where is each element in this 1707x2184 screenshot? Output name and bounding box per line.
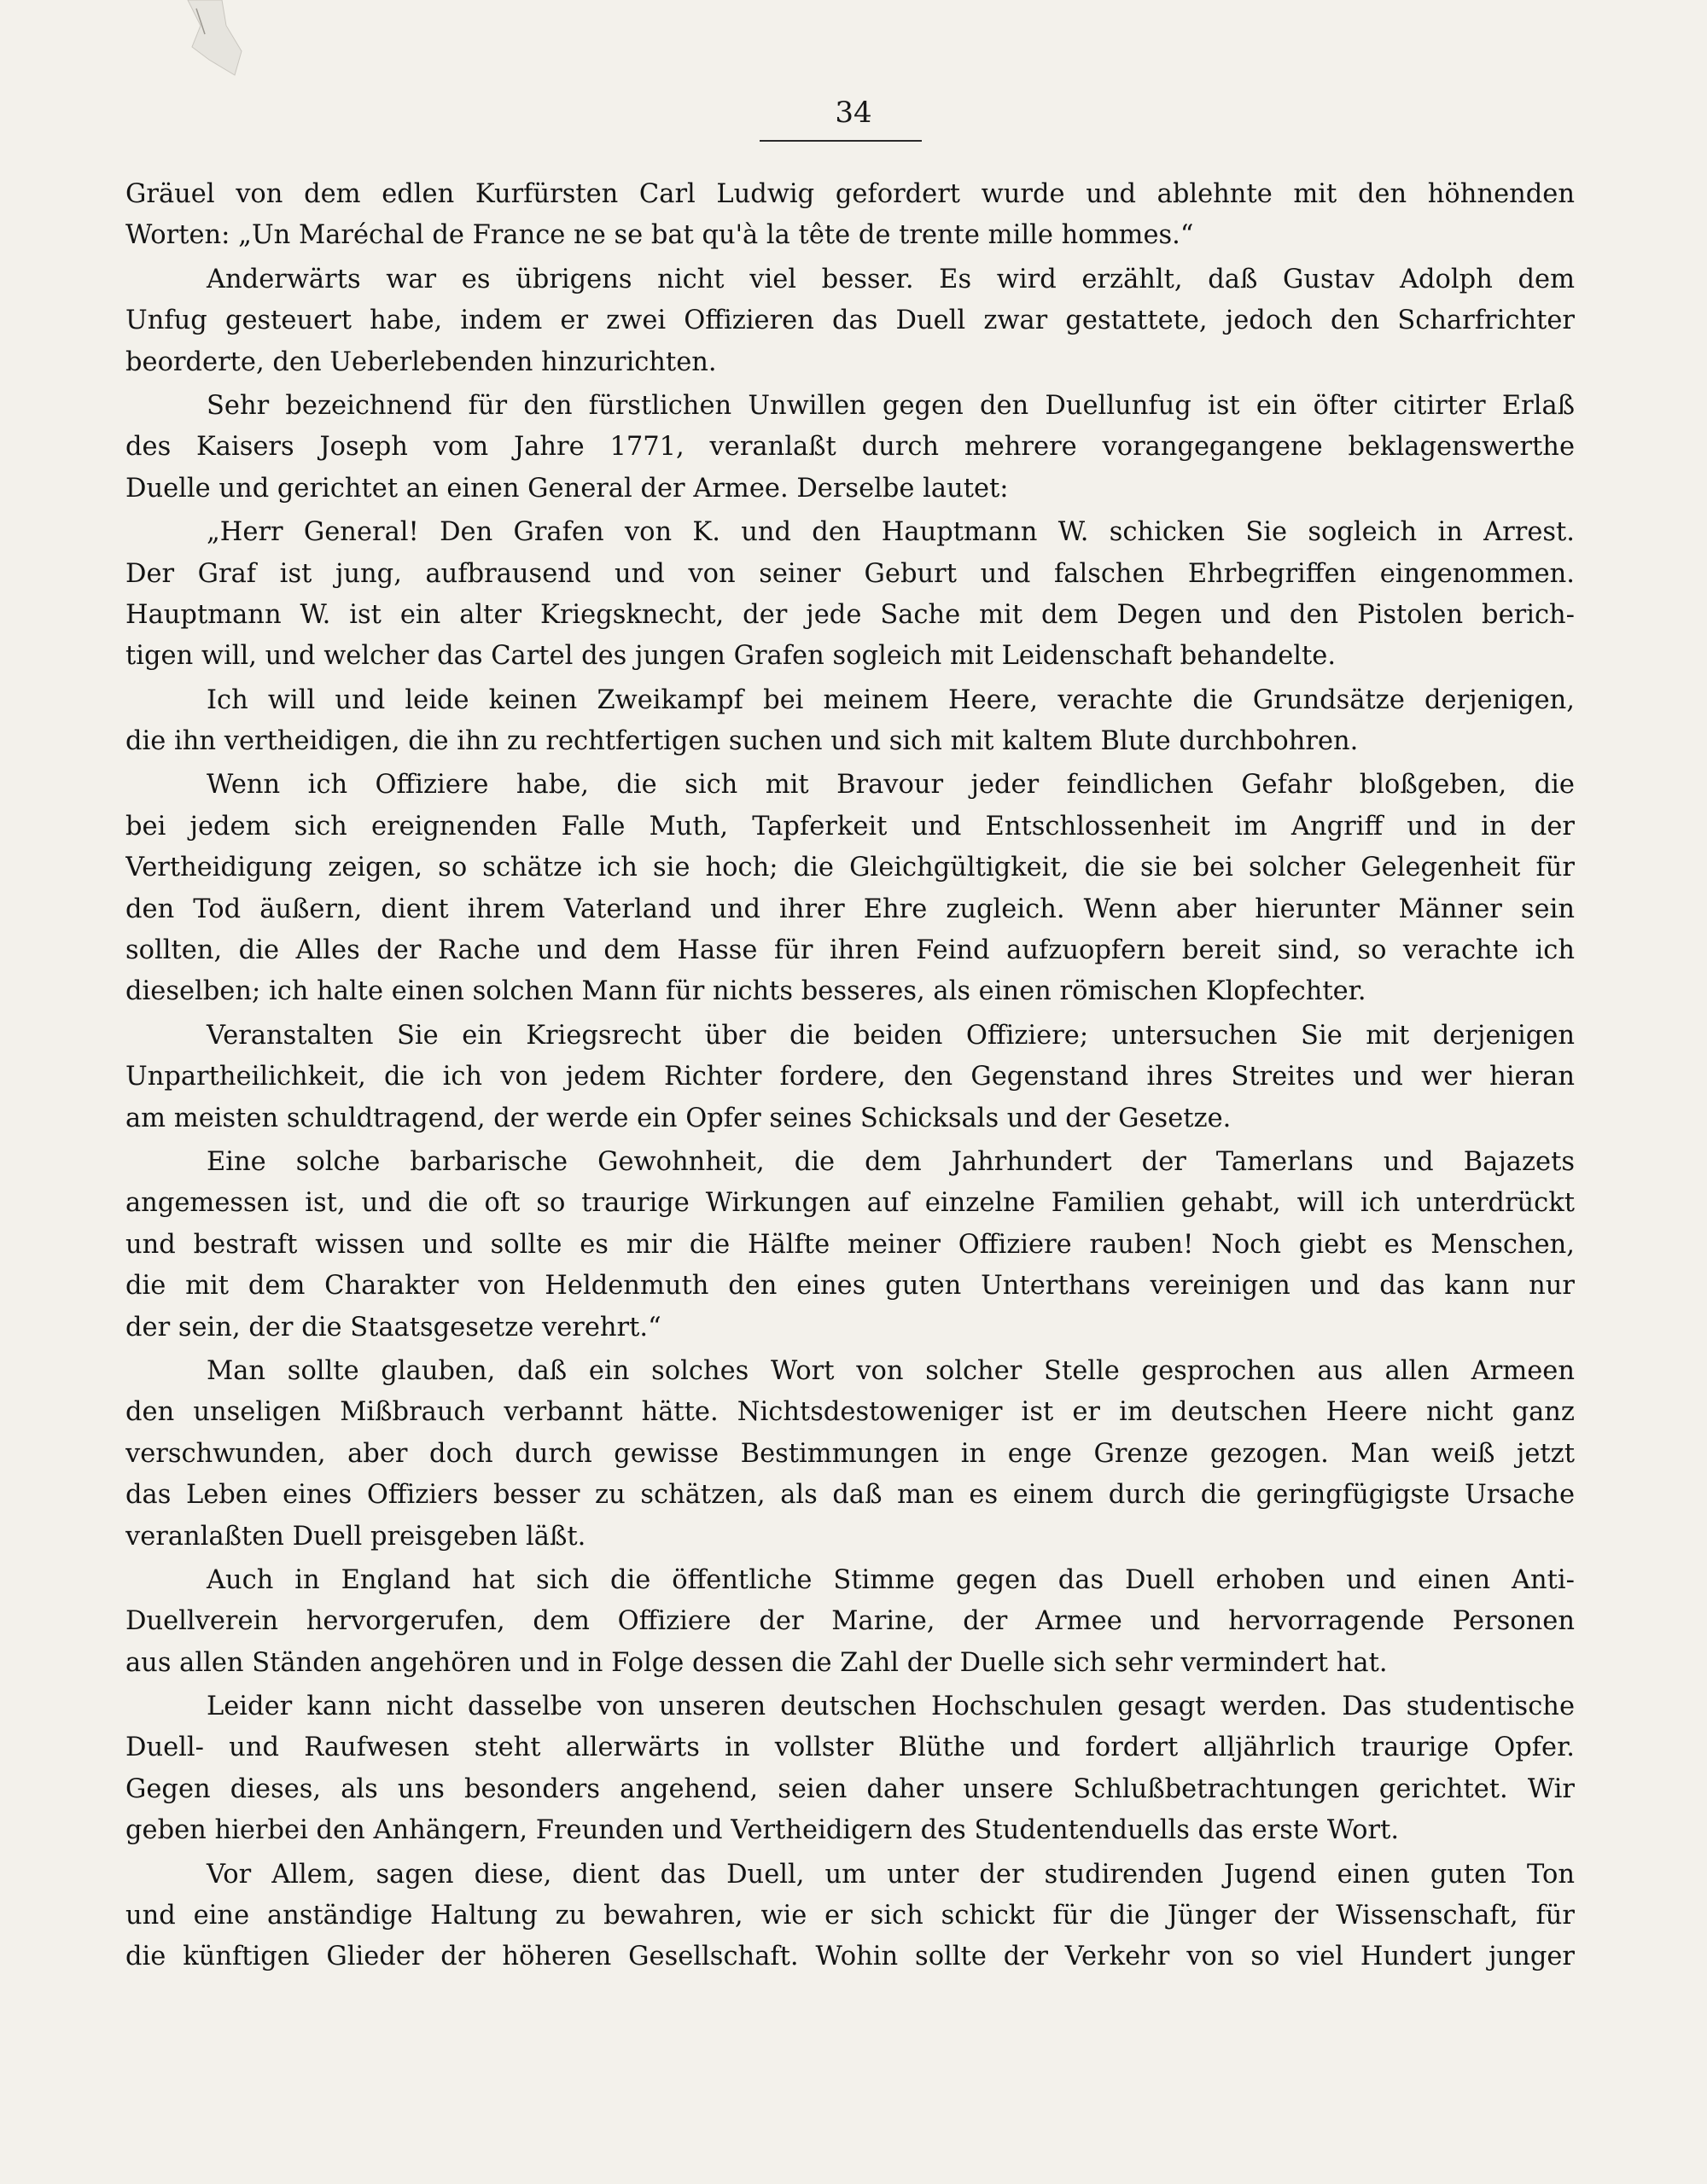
text-line: beorderte, den Ueberlebenden hinzurichten. [125,347,717,377]
paragraph [125,259,1575,383]
text-line: und eine anständige Haltung zu bewahren, wie er sich schickt für die Jünger der Wissenschaft, für [125,1901,1575,1931]
text-line: Gräuel von dem edlen Kurfürsten Carl Ludwig gefordert wurde und ablehnte mit den höhnenden [125,179,1575,209]
torn-corner-mark [184,0,243,77]
text-line: Vor Allem, sagen diese, dient das Duell, um unter der studirenden Jugend einen guten Ton [207,1859,1575,1890]
text-line: den Tod äußern, dient ihrem Vaterland und ihrer Ehre zugleich. Wenn aber hierunter Männer sein [125,894,1575,924]
text-line: Der Graf ist jung, aufbrausend und von seiner Geburt und falschen Ehrbegriffen eingenommen. [125,558,1575,589]
text-line: Hauptmann W. ist ein alter Kriegsknecht, der jede Sache mit dem Degen und den Pistolen berich- [125,599,1575,630]
paragraph [125,1351,1575,1558]
text-line: das Leben eines Offiziers besser zu schätzen, als daß man es einem durch die geringfügigste Ursache [125,1480,1575,1511]
paragraph [125,1016,1575,1139]
page-number: 34 [835,96,872,130]
text-line: „Herr General! Den Grafen von K. und den Hauptmann W. schicken Sie sogleich in Arrest. [207,517,1575,548]
page-header [0,96,1707,130]
text-line: Gegen dieses, als uns besonders angehend, seien daher unsere Schlußbetrachtungen gerichtet. Wir [125,1773,1575,1804]
text-line: der sein, der die Staatsgesetze verehrt.“ [125,1312,661,1342]
text-line: verschwunden, aber doch durch gewisse Bestimmungen in enge Grenze gezogen. Man weiß jetzt [125,1438,1575,1469]
text-line: Unfug gesteuert habe, indem er zwei Offizieren das Duell zwar gestattete, jedoch den Scharfrichter [125,306,1575,336]
text-line: Leider kann nicht dasselbe von unseren deutschen Hochschulen gesagt werden. Das studentische [207,1692,1575,1722]
text-line: die ihn vertheidigen, die ihn zu rechtfertigen suchen und sich mit kaltem Blute durchbohren. [125,726,1359,757]
text-line: die künftigen Glieder der höheren Gesellschaft. Wohin sollte der Verkehr von so viel Hundert junger [125,1942,1575,1972]
text-line: Man sollte glauben, daß ein solches Wort von solcher Stelle gesprochen aus allen Armeen [207,1355,1575,1386]
text-line: Vertheidigung zeigen, so schätze ich sie hoch; die Gleichgültigkeit, die sie bei solcher Gelegenheit für [125,853,1575,883]
paragraph [125,1560,1575,1684]
paragraph [125,174,1575,257]
text-line: tigen will, und welcher das Cartel des jungen Grafen sogleich mit Leidenschaft behandelte. [125,641,1337,672]
text-line: des Kaisers Joseph vom Jahre 1771, veranlaßt durch mehrere vorangegangene beklagenswerthe [125,432,1575,463]
body-text [125,174,1575,1981]
text-line: sollten, die Alles der Rache und dem Hasse für ihren Feind aufzuopfern bereit sind, so verachte ich [125,935,1575,966]
text-line: Duell- und Raufwesen steht allerwärts in vollster Blüthe und fordert alljährlich traurige Opfer. [125,1733,1575,1763]
text-line: Duelle und gerichtet an einen General der Armee. Derselbe lautet: [125,473,1009,504]
text-line: angemessen ist, und die oft so traurige Wirkungen auf einzelne Familien gehabt, will ich unterdrückt [125,1188,1575,1219]
text-line: den unseligen Mißbrauch verbannt hätte. Nichtsdestoweniger ist er im deutschen Heere nicht ganz [125,1397,1575,1428]
text-line: Worten: „Un Maréchal de France ne se bat qu'à la tête de trente mille hommes.“ [125,220,1194,251]
paragraph [125,680,1575,763]
paragraph [125,386,1575,510]
text-line: die mit dem Charakter von Heldenmuth den eines guten Unterthans vereinigen und das kann nur [125,1271,1575,1302]
text-line: bei jedem sich ereignenden Falle Muth, Tapferkeit und Entschlossenheit im Angriff und in der [125,811,1575,842]
text-line: und bestraft wissen und sollte es mir die Hälfte meiner Offiziere rauben! Noch giebt es Menschen, [125,1229,1575,1260]
text-line: Sehr bezeichnend für den fürstlichen Unwillen gegen den Duellunfug ist ein öfter citirter Erlaß [207,390,1575,421]
paragraph [125,1855,1575,1978]
text-line: geben hierbei den Anhängern, Freunden und Vertheidigern des Studentenduells das erste Wort. [125,1815,1400,1846]
text-line: dieselben; ich halte einen solchen Mann für nichts besseres, als einen römischen Klopfechter. [125,976,1366,1007]
text-line: Veranstalten Sie ein Kriegsrecht über die beiden Offiziere; untersuchen Sie mit derjenigen [207,1020,1575,1051]
paragraph [125,1686,1575,1852]
paragraph [125,512,1575,678]
paragraph [125,765,1575,1012]
text-line: Ich will und leide keinen Zweikampf bei meinem Heere, verachte die Grundsätze derjenigen, [207,684,1575,715]
text-line: Duellverein hervorgerufen, dem Offiziere der Marine, der Armee und hervorragende Personen [125,1606,1575,1637]
text-line: am meisten schuldtragend, der werde ein Opfer seines Schicksals und der Gesetze. [125,1103,1232,1133]
text-line: Wenn ich Offiziere habe, die sich mit Bravour jeder feindlichen Gefahr bloßgeben, die [207,770,1575,801]
text-line: Eine solche barbarische Gewohnheit, die dem Jahrhundert der Tamerlans und Bajazets [207,1146,1575,1177]
text-line: Unpartheilichkeit, die ich von jedem Richter fordere, den Gegenstand ihres Streites und wer hieran [125,1062,1575,1092]
text-line: aus allen Ständen angehören und in Folge dessen die Zahl der Duelle sich sehr vermindert hat. [125,1647,1388,1678]
text-line: Auch in England hat sich die öffentliche Stimme gegen das Duell erhoben und einen Anti- [207,1564,1575,1595]
text-line: Anderwärts war es übrigens nicht viel besser. Es wird erzählt, daß Gustav Adolph dem [207,264,1575,294]
header-rule [760,140,922,142]
text-line: veranlaßten Duell preisgeben läßt. [125,1521,586,1552]
paragraph [125,1142,1575,1348]
